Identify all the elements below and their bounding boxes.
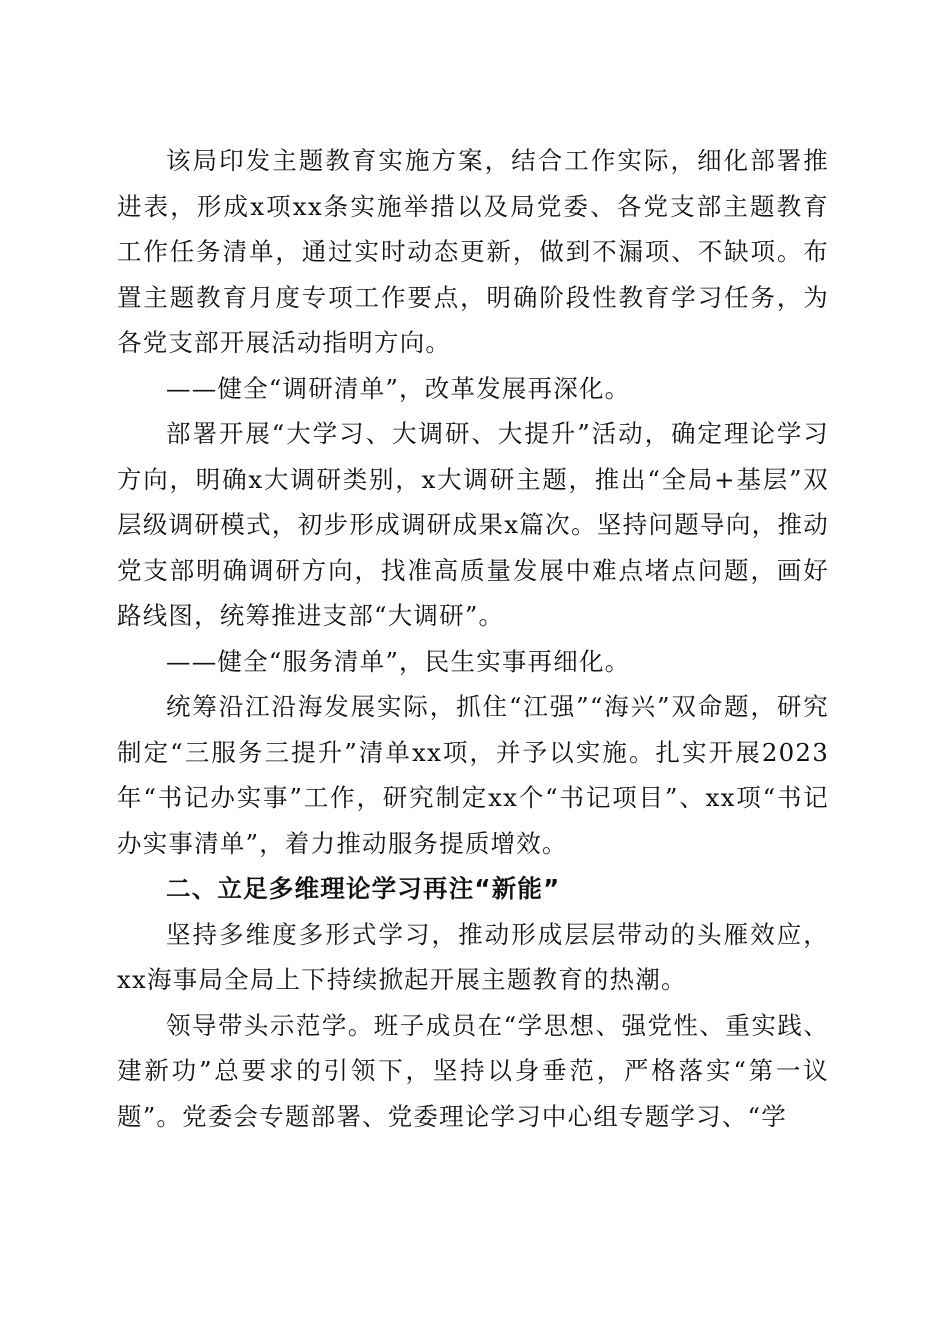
paragraph-implementation-plan: 该局印发主题教育实施方案，结合工作实际，细化部署推进表，形成x项xx条实施举措以及局党委、各党支部主题教育工作任务清单，通过实时动态更新，做到不漏项、不缺项。布置主题教育月度专项工作要点，明确阶段性教育学习任务，为各党支部开展活动指明方向。	[117, 146, 829, 357]
subheading-service-list: ——健全“服务清单”，民生实事再细化。	[166, 646, 631, 676]
paragraph-leadership-study: 领导带头示范学。班子成员在“学思想、强党性、重实践、建新功”总要求的引领下，坚持以身垂范，严格落实“第一议题”。党委会专题部署、党委理论学习中心组专题学习、“学	[117, 1010, 829, 1131]
paragraph-service-measures: 统筹沿江沿海发展实际，抓住“江强”“海兴”双命题，研究制定“三服务三提升”清单xx项，并予以实施。扎实开展2023年“书记办实事”工作，研究制定xx个“书记项目”、xx项“书记办实事清单”，着力推动服务提质增效。	[117, 692, 829, 858]
paragraph-research-activities: 部署开展“大学习、大调研、大提升”活动，确定理论学习方向，明确x大调研类别，x大调研主题，推出“全局+基层”双层级调研模式，初步形成调研成果x篇次。坚持问题导向，推动党支部明确调研方向，找准高质量发展中难点堵点问题，画好路线图，统筹推进支部“大调研”。	[117, 419, 829, 630]
section-heading-theory-study: 二、立足多维理论学习再注“新能”	[166, 874, 561, 903]
paragraph-multidimensional-study: 坚持多维度多形式学习，推动形成层层带动的头雁效应，xx海事局全局上下持续掀起开展主题教育的热潮。	[117, 919, 829, 994]
document-body	[117, 138, 829, 1139]
subheading-research-list: ——健全“调研清单”，改革发展再深化。	[166, 373, 631, 403]
